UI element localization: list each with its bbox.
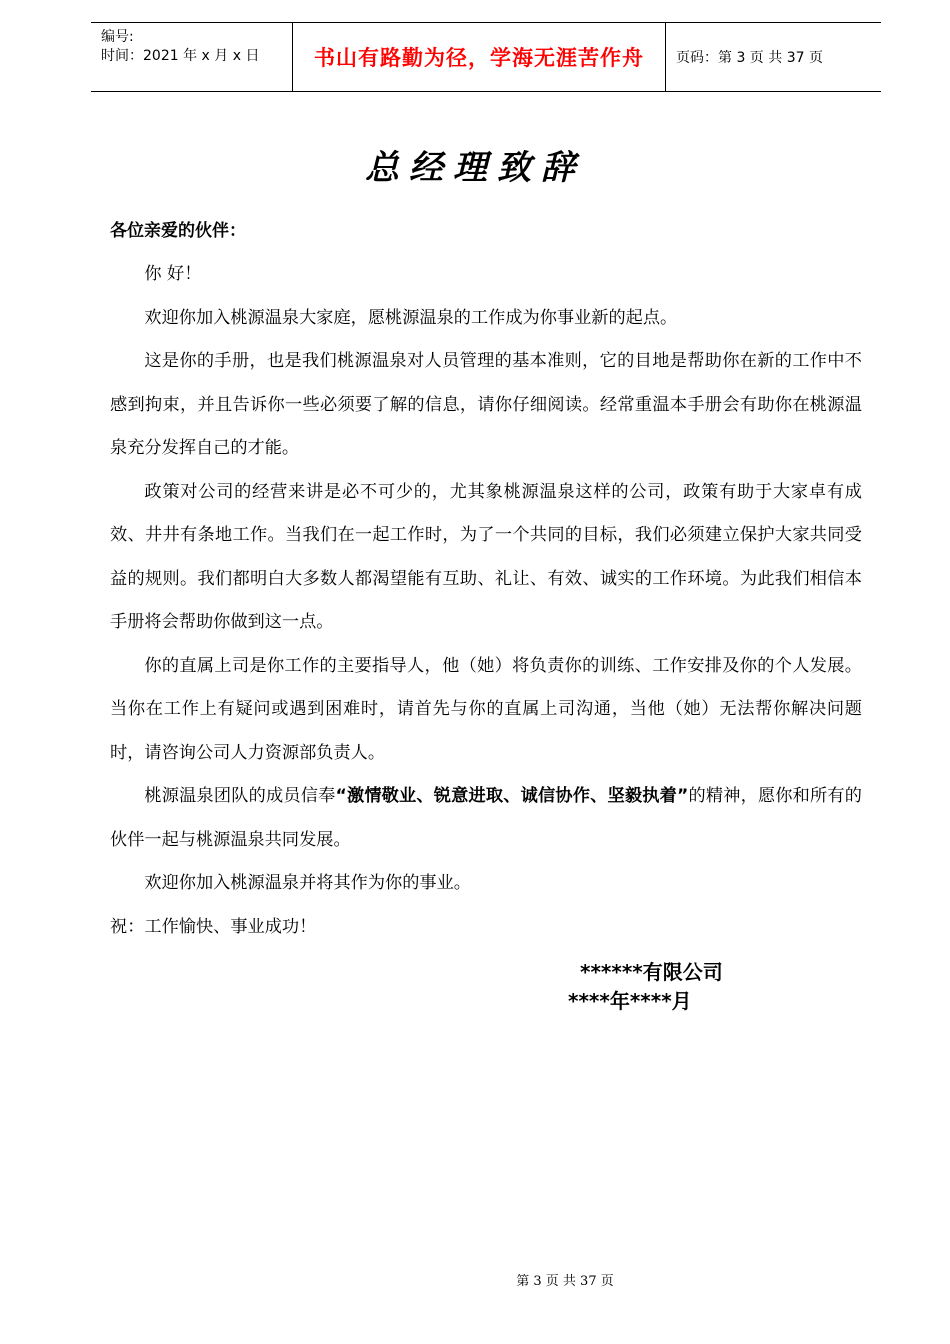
- values-lead: 桃源温泉团队的成员信奉: [144, 786, 336, 806]
- paragraph-handbook: 这是你的手册，也是我们桃源温泉对人员管理的基本准则，它的目地是帮助你在新的工作中不感到拘束，并且告诉你一些必须要了解的信息，请你仔细阅读。经常重温本手册会有助你在桃源温泉充分发挥自己的才能。: [110, 351, 862, 458]
- paragraph-policy: 政策对公司的经营来讲是必不可少的，尤其象桃源温泉这样的公司，政策有助于大家卓有成效、井井有条地工作。当我们在一起工作时，为了一个共同的目标，我们必须建立保护大家共同受益的规则。我们都明白大多数人都渴望能有互助、礼让、有效、诚实的工作环境。为此我们相信本手册将会帮助你做到这一点。: [110, 481, 862, 632]
- greeting: 各位亲爱的伙伴：: [110, 221, 246, 241]
- values-tail: 的精神，愿你和所有的伙伴一起与桃源温泉共同发展。: [110, 786, 862, 850]
- header-table: [91, 22, 881, 92]
- signature-company: ******有限公司: [580, 960, 723, 984]
- signature-date: ****年****月: [568, 989, 692, 1013]
- paragraph-closing: 欢迎你加入桃源温泉并将其作为你的事业。: [144, 873, 471, 893]
- document-number-label: 编号:: [101, 29, 134, 45]
- paragraph-wishes: 祝：工作愉快、事业成功！: [110, 916, 317, 937]
- header-motto-cell: [293, 23, 666, 91]
- paragraph-supervisor: 你的直属上司是你工作的主要指导人，他（她）将负责你的训练、工作安排及你的个人发展。当你在工作上有疑问或遇到困难时，请首先与你的直属上司沟通，当他（她）无法帮你解决问题时，请咨询公司人力资源部负责人。: [110, 655, 862, 763]
- paragraph-hello: 你 好！: [144, 264, 202, 284]
- motto: 书山有路勤为径，学海无涯苦作舟: [314, 46, 644, 70]
- header-page-info: 页码：第 3 页 共 37 页: [676, 50, 823, 66]
- letter-body: [110, 253, 862, 949]
- paragraph-welcome: 欢迎你加入桃源温泉大家庭，愿桃源温泉的工作成为你事业新的起点。: [144, 307, 678, 328]
- header-page-cell: [666, 23, 881, 91]
- paragraph-values: [110, 775, 862, 862]
- values-motto: “激情敬业、锐意进取、诚信协作、坚毅执着”: [335, 786, 689, 806]
- page-title: 总经理致辞: [365, 148, 585, 188]
- header-left-cell: [91, 23, 293, 91]
- document-date: 时间：2021 年 x 月 x 日: [101, 48, 260, 64]
- page-footer: 第 3 页 共 37 页: [516, 1274, 614, 1289]
